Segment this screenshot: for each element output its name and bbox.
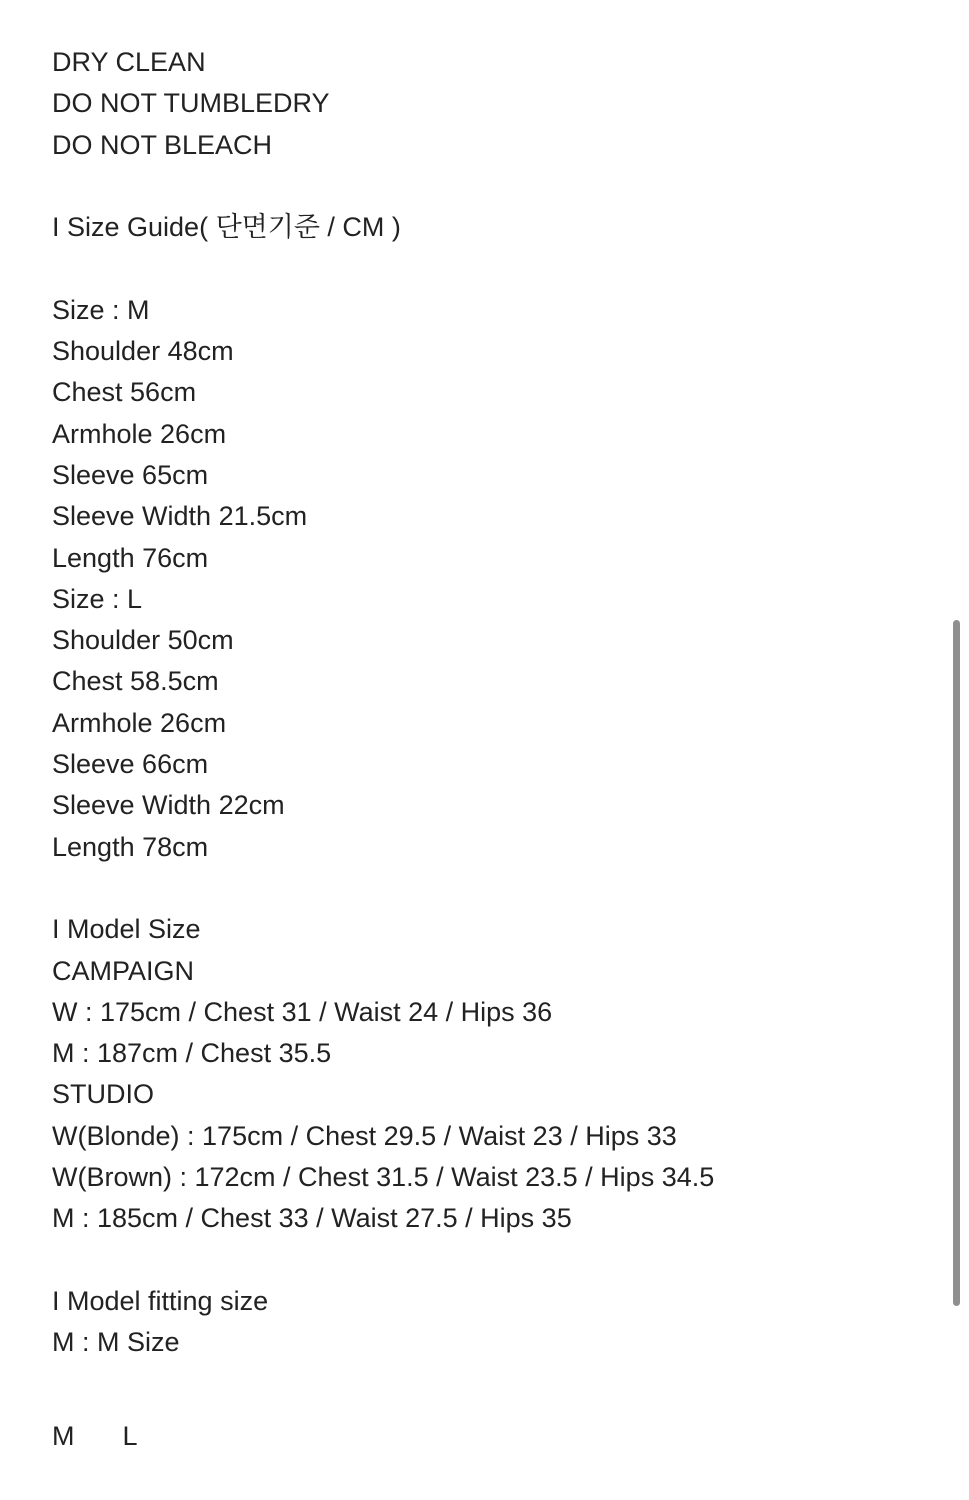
studio-label: STUDIO <box>52 1079 155 1110</box>
size-labels-row <box>52 1416 929 1457</box>
vertical-scrollbar[interactable] <box>953 620 960 1306</box>
spacer <box>52 166 929 207</box>
size-label-m: M <box>52 1420 75 1451</box>
product-info-text <box>52 42 929 1457</box>
size-m-title: Size : M <box>52 294 150 325</box>
measurement-line: Length 76cm <box>52 542 209 573</box>
care-instruction: DRY CLEAN <box>52 47 206 77</box>
campaign-models <box>52 951 929 1075</box>
model-size-heading: I Model Size <box>52 914 201 945</box>
measurement-line: Chest 56cm <box>52 377 197 408</box>
measurement-line: Armhole 26cm <box>52 418 227 449</box>
studio-models <box>52 1074 929 1239</box>
measurement-line: Armhole 26cm <box>52 707 227 738</box>
measurement-line: Sleeve 66cm <box>52 749 209 780</box>
size-l-title: Size : L <box>52 583 143 614</box>
size-l-measurements <box>52 579 929 868</box>
size-guide-heading: I Size Guide( 단면기준 / CM ) <box>52 212 401 243</box>
measurement-line: Sleeve Width 22cm <box>52 790 285 821</box>
spacer <box>52 868 929 909</box>
measurement-line: Shoulder 48cm <box>52 336 234 367</box>
care-instruction: DO NOT BLEACH <box>52 129 273 160</box>
spacer <box>52 248 929 289</box>
size-label-l: L <box>122 1420 138 1451</box>
size-m-measurements <box>52 290 929 579</box>
campaign-label: CAMPAIGN <box>52 955 195 986</box>
measurement-line: Length 78cm <box>52 831 209 862</box>
spacer <box>52 1364 929 1416</box>
model-measurement-line: M : 185cm / Chest 33 / Waist 27.5 / Hips 35 <box>52 1203 572 1234</box>
measurement-line: Chest 58.5cm <box>52 666 219 697</box>
measurement-line: Shoulder 50cm <box>52 625 234 656</box>
measurement-line: Sleeve Width 21.5cm <box>52 501 308 532</box>
model-measurement-line: W(Brown) : 172cm / Chest 31.5 / Waist 23.5 / Hips 34.5 <box>52 1162 715 1193</box>
spacer <box>52 1240 929 1281</box>
model-measurement-line: W : 175cm / Chest 31 / Waist 24 / Hips 36 <box>52 996 553 1027</box>
model-fitting-value: M : M Size <box>52 1327 180 1358</box>
measurement-line: Sleeve 65cm <box>52 459 209 490</box>
model-measurement-line: W(Blonde) : 175cm / Chest 29.5 / Waist 23 / Hips 33 <box>52 1120 677 1151</box>
model-measurement-line: M : 187cm / Chest 35.5 <box>52 1038 332 1069</box>
care-instruction: DO NOT TUMBLEDRY <box>52 88 330 119</box>
model-fitting-heading: I Model fitting size <box>52 1285 269 1316</box>
